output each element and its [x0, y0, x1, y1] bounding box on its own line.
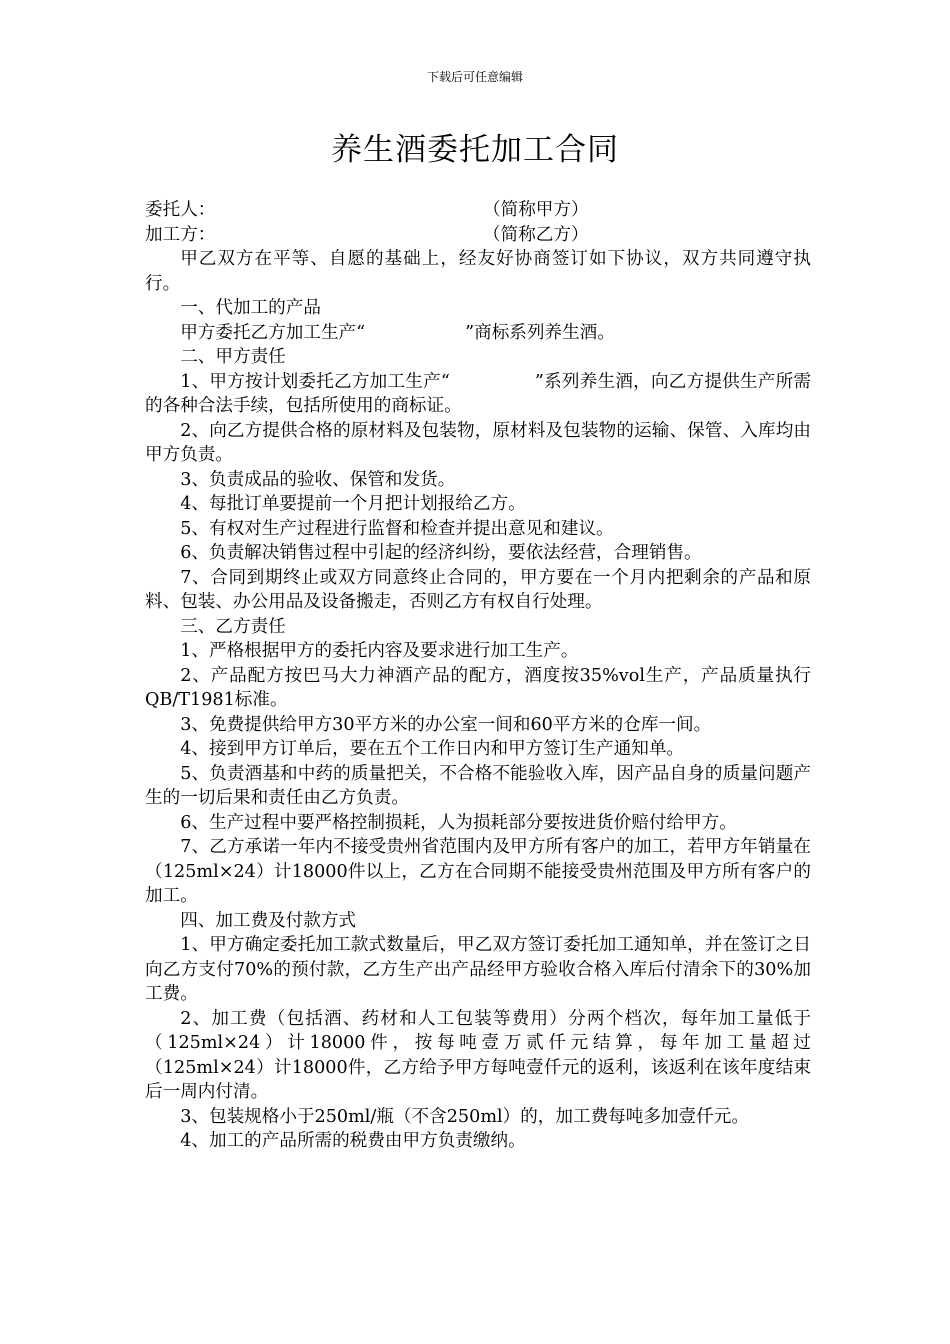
- section1-paragraph: [145, 321, 811, 346]
- intro-paragraph: 甲乙双方在平等、自愿的基础上，经友好协商签订如下协议，双方共同遵守执行。: [145, 249, 811, 294]
- section3-item-1: 1、严格根据甲方的委托内容及要求进行加工生产。: [180, 641, 579, 661]
- party-line-processor: [145, 223, 811, 248]
- section2-item-2: 2、向乙方提供合格的原材料及包装物，原材料及包装物的运输、保管、入库均由甲方负责。: [145, 420, 811, 465]
- section2-heading: 二、甲方责任: [180, 347, 286, 367]
- document-title: 养生酒委托加工合同: [331, 132, 619, 168]
- section4-item-4: 4、加工的产品所需的税费由甲方负责缴纳。: [180, 1131, 526, 1151]
- client-abbr: （简称甲方）: [483, 200, 589, 220]
- section4-item-3: 3、包装规格小于250ml/瓶（不含250ml）的，加工费每吨多加壹仟元。: [180, 1106, 749, 1127]
- header-watermark: 下载后可任意编辑: [426, 70, 523, 84]
- section3-item-4: 4、接到甲方订单后，要在五个工作日内和甲方签订生产通知单。: [180, 739, 685, 759]
- section2-item1-after: ”系列养生酒，向乙方提供生产所需的各种合法手续，包括所使用的商标证。: [145, 371, 811, 416]
- processor-label: 加工方：: [145, 224, 216, 245]
- section3-item-5: 5、负责酒基和中药的质量把关，不合格不能验收入库，因产品自身的质量问题产生的一切后果和责任由乙方负责。: [145, 763, 811, 808]
- section2-item-4: 4、每批订单要提前一个月把计划报给乙方。: [180, 494, 526, 514]
- section2-item-6: 6、负责解决销售过程中引起的经济纠纷，要依法经营，合理销售。: [180, 543, 702, 563]
- section2-item-3: 3、负责成品的验收、保管和发货。: [180, 469, 456, 490]
- section4-heading: 四、加工费及付款方式: [180, 910, 357, 931]
- section1-text-before: 甲方委托乙方加工生产“: [180, 322, 366, 343]
- section3-heading: 三、乙方责任: [180, 616, 286, 637]
- section2-item-5: 5、有权对生产过程进行监督和检查并提出意见和建议。: [180, 518, 614, 539]
- section3-item-6: 6、生产过程中要严格控制损耗，人为损耗部分要按进货价赔付给甲方。: [180, 812, 737, 833]
- section3-item-7: 7、乙方承诺一年内不接受贵州省范围内及甲方所有客户的加工，若甲方年销量在（125ml×24）计18000件以上，乙方在合同期不能接受贵州范围及甲方所有客户的加工。: [145, 837, 811, 906]
- party-line-client: [145, 198, 811, 223]
- section2-item-1: [145, 370, 811, 419]
- section4-item-2: 2、加工费（包括酒、药材和人工包装等费用）分两个档次，每年加工量低于（125ml×24）计18000件，按每吨壹万贰仟元结算，每年加工量超过（125ml×24）计18000件，乙方给予甲方每吨壹仟元的返利，该返利在该年度结束后一周内付清。: [145, 1008, 811, 1102]
- section1-text-after: ”商标系列养生酒。: [465, 322, 615, 343]
- section2-item-7: 7、合同到期终止或双方同意终止合同的，甲方要在一个月内把剩余的产品和原料、包装、办公用品及设备搬走，否则乙方有权自行处理。: [145, 567, 811, 612]
- client-label: 委托人：: [145, 200, 216, 220]
- processor-abbr: （简称乙方）: [483, 224, 589, 245]
- section3-item-3: 3、免费提供给甲方30平方米的办公室一间和60平方米的仓库一间。: [180, 714, 712, 735]
- section4-item-1: 1、甲方确定委托加工款式数量后，甲乙双方签订委托加工通知单，并在签订之日向乙方支付70%的预付款，乙方生产出产品经甲方验收合格入库后付清余下的30%加工费。: [145, 935, 811, 1004]
- section3-item-2: 2、产品配方按巴马大力神酒产品的配方，酒度按35%vol生产，产品质量执行QB/T1981标准。: [145, 665, 811, 710]
- contract-body: [145, 198, 811, 1154]
- section1-heading: 一、代加工的产品: [180, 298, 321, 318]
- section2-item1-before: 1、甲方按计划委托乙方加工生产“: [180, 371, 450, 392]
